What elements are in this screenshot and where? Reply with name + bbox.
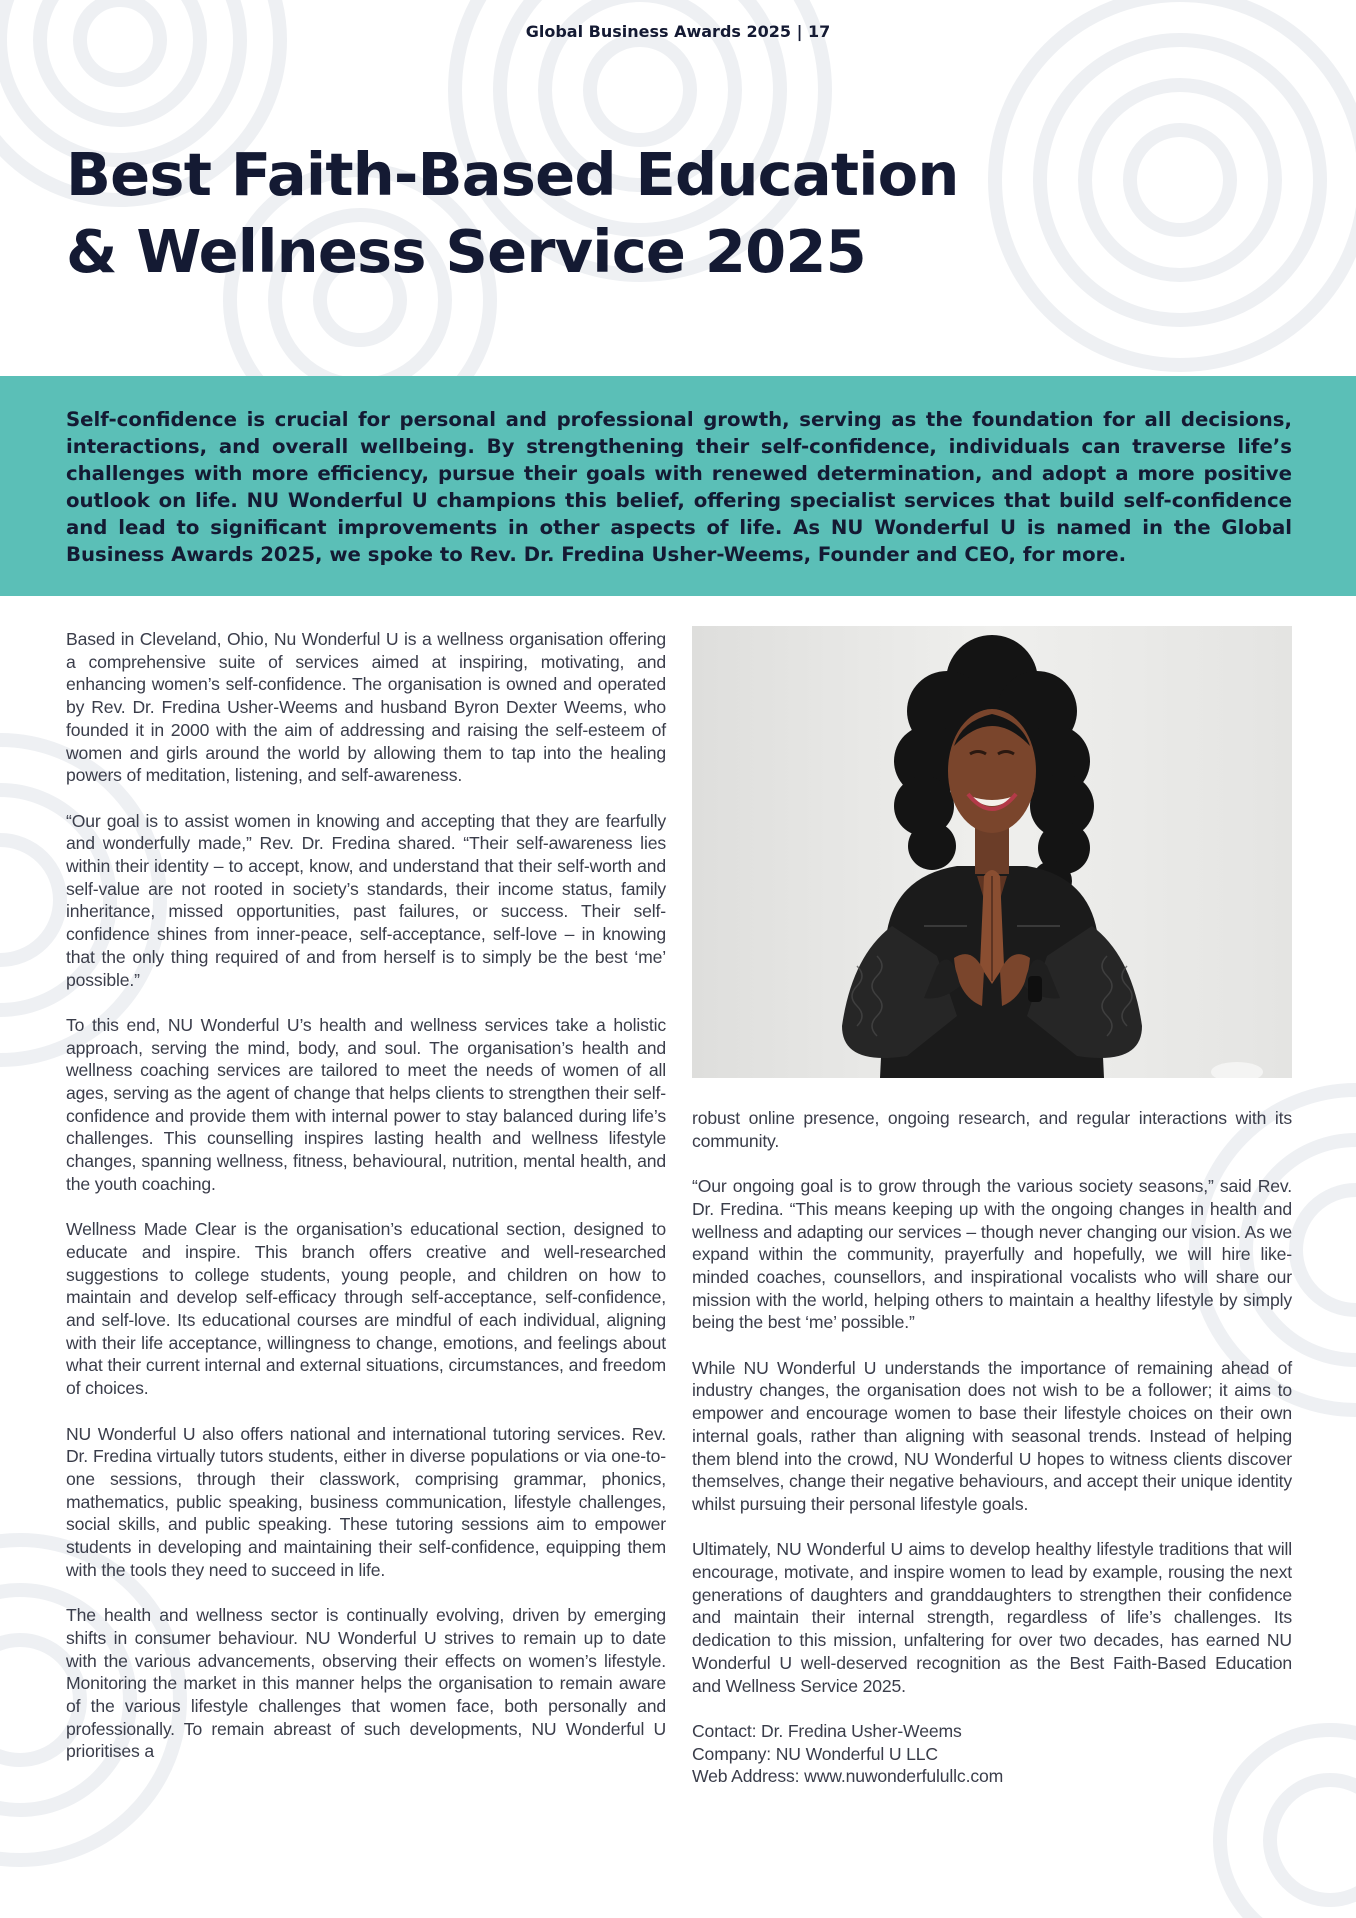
portrait-illustration <box>692 626 1292 1078</box>
web-address: Web Address: www.nuwonderfulullc.com <box>692 1766 1004 1787</box>
body-paragraph: Wellness Made Clear is the organisation’s educational section, designed to educate and inspire. This branch offers creative and well-researched suggestions to college students, young people, and children on how to maintain and develop self-efficacy through self-acceptance, self-confidence, and self-love. Its educational courses are mindful of each individual, aligning with their life acceptance, willingness to change, emotions, and feelings about what their current internal and external situations, circumstances, and freedom of choices. <box>66 1219 666 1399</box>
body-paragraph: “Our goal is to assist women in knowing and accepting that they are fearfully and wonderfully made,” Rev. Dr. Fredina shared. “Their self-awareness lies within their identity – to accept, know, and understand that their self-worth and self-value are not rooted in society’s standards, their income status, family inheritance, missed opportunities, past failures, or success. Their self-confidence shines from inner-peace, self-acceptance, self-love – in knowing that the only thing required of and from herself is to simply be the best ‘me’ possible.” <box>66 810 666 990</box>
company-name: Company: NU Wonderful U LLC <box>692 1743 938 1764</box>
right-column <box>692 1107 1292 1788</box>
article-headline <box>66 136 1066 290</box>
body-paragraph: NU Wonderful U also offers national and international tutoring services. Rev. Dr. Fredina virtually tutors students, either in diverse populations or via one-to-one sessions, through their classwork, comprising grammar, phonics, mathematics, public speaking, business communication, lifestyle challenges, social skills, and public speaking. These tutoring sessions aim to empower students in developing and maintaining their self-confidence, equipping them with the tools they need to succeed in life. <box>66 1423 666 1580</box>
body-paragraph: robust online presence, ongoing research, and regular interactions with its community. <box>692 1108 1292 1151</box>
body-paragraph: Based in Cleveland, Ohio, Nu Wonderful U is a wellness organisation offering a comprehensive suite of services aimed at inspiring, motivating, and enhancing women’s self-confidence. The organisation is owned and operated by Rev. Dr. Fredina Usher-Weems and husband Byron Dexter Weems, who founded it in 2000 with the aim of addressing and raising the self-esteem of women and girls around the world by allowing them to tap into the healing powers of meditation, listening, and self-awareness. <box>66 629 666 786</box>
body-paragraph: The health and wellness sector is continually evolving, driven by emerging shifts in consumer behaviour. NU Wonderful U strives to remain up to date with the various advancements, observing their effects on women’s lifestyle. Monitoring the market in this manner helps the organisation to remain aware of the various lifestyle challenges that women face, both personally and professionally. To remain abreast of such developments, NU Wonderful U prioritises a <box>66 1605 666 1762</box>
intro-band <box>0 376 1356 596</box>
contact-block <box>692 1720 1292 1788</box>
headline-line-2: & Wellness Service 2025 <box>66 217 866 286</box>
headline-line-1: Best Faith-Based Education <box>66 140 959 209</box>
left-column <box>66 628 666 1786</box>
founder-portrait-photo <box>692 626 1292 1078</box>
body-paragraph: “Our ongoing goal is to grow through the various society seasons,” said Rev. Dr. Fredina. “This means keeping up with the ongoing changes in health and wellness and adapting our services – though never changing our vision. As we expand within the community, prayerfully and hopefully, we will hire like-minded coaches, counsellors, and inspirational vocalists who will share our mission with the world, helping others to maintain a healthy lifestyle by simply being the best ‘me’ possible.” <box>692 1176 1292 1333</box>
body-paragraph: While NU Wonderful U understands the importance of remaining ahead of industry changes, the organisation does not wish to be a follower; it aims to empower and encourage women to base their lifestyle choices on their own internal goals, rather than aligning with seasonal trends. Instead of helping them blend into the crowd, NU Wonderful U hopes to witness clients discover themselves, change their negative behaviours, and accept their unique identity whilst pursuing their personal lifestyle goals. <box>692 1357 1292 1514</box>
intro-paragraph: Self-confidence is crucial for personal and professional growth, serving as the foundation for all decisions, interactions, and overall wellbeing. By strengthening their self-confidence, individuals can traverse life’s challenges with more efficiency, pursue their goals with renewed determination, and adopt a more positive outlook on life. NU Wonderful U champions this belief, offering specialist services that build self-confidence and lead to significant improvements in other aspects of life. As NU Wonderful U is named in the Global Business Awards 2025, we spoke to Rev. Dr. Fredina Usher-Weems, Founder and CEO, for more. <box>66 408 1292 566</box>
body-paragraph: Ultimately, NU Wonderful U aims to develop healthy lifestyle traditions that will encourage, motivate, and inspire women to lead by example, rousing the next generations of daughters and granddaughters to strengthen their confidence and maintain their internal strength, regardless of life’s challenges. Its dedication to this mission, unfaltering for over two decades, has earned NU Wonderful U well-deserved recognition as the Best Faith-Based Education and Wellness Service 2025. <box>692 1539 1292 1696</box>
body-paragraph: To this end, NU Wonderful U’s health and wellness services take a holistic approach, serving the mind, body, and soul. The organisation’s health and wellness coaching services are tailored to meet the needs of women of all ages, serving as the agent of change that helps clients to strengthen their self-confidence and provide them with internal power to stay balanced during life’s challenges. This counselling inspires lasting health and wellness lifestyle changes, spanning wellness, fitness, behavioural, nutrition, mental health, and the youth coaching. <box>66 1014 666 1194</box>
contact-name: Contact: Dr. Fredina Usher-Weems <box>692 1720 962 1741</box>
running-header: Global Business Awards 2025 | 17 <box>525 22 831 41</box>
